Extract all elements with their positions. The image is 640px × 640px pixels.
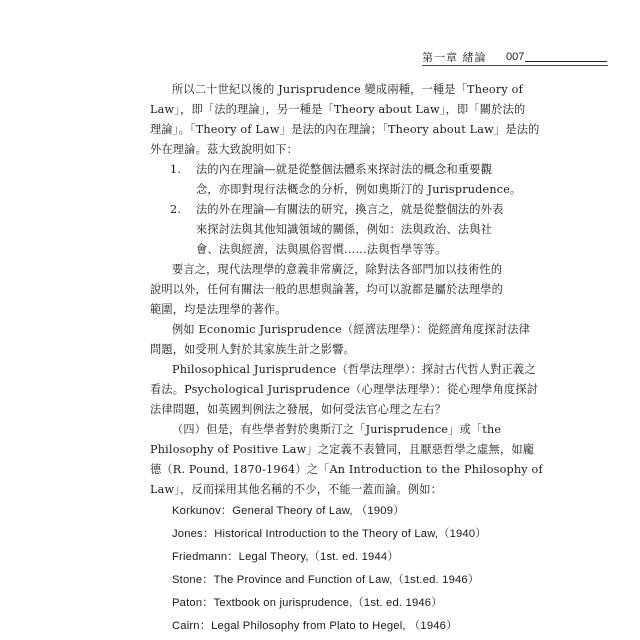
paragraph-line: 法律問題，如英國判例法之發展，如何受法官心理之左右？ [150, 403, 447, 416]
paragraph-line: 例如 Economic Jurisprudence（經濟法理學）：從經濟角度探討法律 [172, 323, 530, 336]
list-text: 法的外在理論—有關法的研究，換言之，就是從整個法的外表 [196, 203, 504, 216]
bibliography-entry: Cairn：Legal Philosophy from Plato to Hegel, （1946） [172, 620, 458, 632]
header-underline [422, 65, 608, 66]
running-header [422, 51, 608, 67]
paragraph-line: 所以二十世紀以後的 Jurisprudence 變成兩種，一種是「Theory of [172, 83, 523, 96]
paragraph-line: 說明以外，任何有關法一般的思想與論著，均可以說都是屬於法理學的 [150, 283, 504, 296]
list-item-2-cont: 來探討法與其他知識領域的關係，例如：法與政治、法與社 [196, 223, 493, 236]
list-item-2-cont: 會、法與經濟，法與風俗習慣……法與哲學等等。 [196, 243, 447, 256]
paragraph-line: 範圍，均是法理學的著作。 [150, 303, 287, 316]
list-number: 2. [170, 203, 182, 216]
list-number: 1. [170, 163, 182, 176]
paragraph-line: 德（R. Pound, 1870-1964）之「An Introduction to the Philosophy of [150, 463, 543, 476]
list-text: 法的內在理論—就是從整個法體系來探討法的概念和重要觀 [196, 163, 493, 176]
paragraph-line: （四）但是，有些學者對於奧斯汀之「Jurisprudence」或「the [172, 423, 502, 436]
paragraph-line: 外在理論。茲大致說明如下： [150, 143, 299, 156]
bibliography-entry: Stone：The Province and Function of Law,（1st.ed. 1946） [172, 574, 480, 586]
paragraph-line: Philosophical Jurisprudence（哲學法理學）：探討古代哲人對正義之 [172, 363, 536, 376]
bibliography-entry: Jones：Historical Introduction to the Theory of Law,（1940） [172, 528, 487, 540]
list-item-1-cont: 念，亦即對現行法概念的分析，例如奧斯汀的 Jurisprudence。 [196, 183, 522, 196]
main-text [150, 80, 543, 638]
header-rule [525, 61, 607, 62]
page-number: 007 [506, 51, 525, 63]
paragraph-line: 要言之，現代法理學的意義非常廣泛，除對法各部門加以技術性的 [172, 263, 503, 276]
paragraph-line: Law」，反而採用其他名稱的不少，不能一蓋而論。例如： [150, 483, 442, 496]
paragraph-line: 看法。Psychological Jurisprudence（心理學法理學）：從心理學角度探討 [150, 383, 539, 396]
bibliography-entry: Paton：Textbook on jurisprudence,（1st. ed. 1946） [172, 597, 443, 609]
list-item-1 [150, 160, 508, 180]
bibliography-entry: Korkunov：General Theory of Law, （1909） [172, 505, 405, 517]
list-item-2 [150, 200, 508, 220]
paragraph-line: Law」，即「法的理論」，另一種是「Theory about Law」，即「關於法的 [150, 103, 526, 116]
paragraph-line: Philosophy of Positive Law」之定義不表贊同，且厭惡哲學之虛無，如龐 [150, 443, 535, 456]
chapter-title: 第一章 緒論 [422, 51, 487, 64]
paragraph-line: 問題，如受刑人對於其家族生計之影響。 [150, 343, 355, 356]
paragraph-line: 理論」。「Theory of Law」是法的內在理論；「Theory about Law」是法的 [150, 123, 540, 136]
bibliography-entry: Friedmann：Legal Theory,（1st. ed. 1944） [172, 551, 399, 563]
